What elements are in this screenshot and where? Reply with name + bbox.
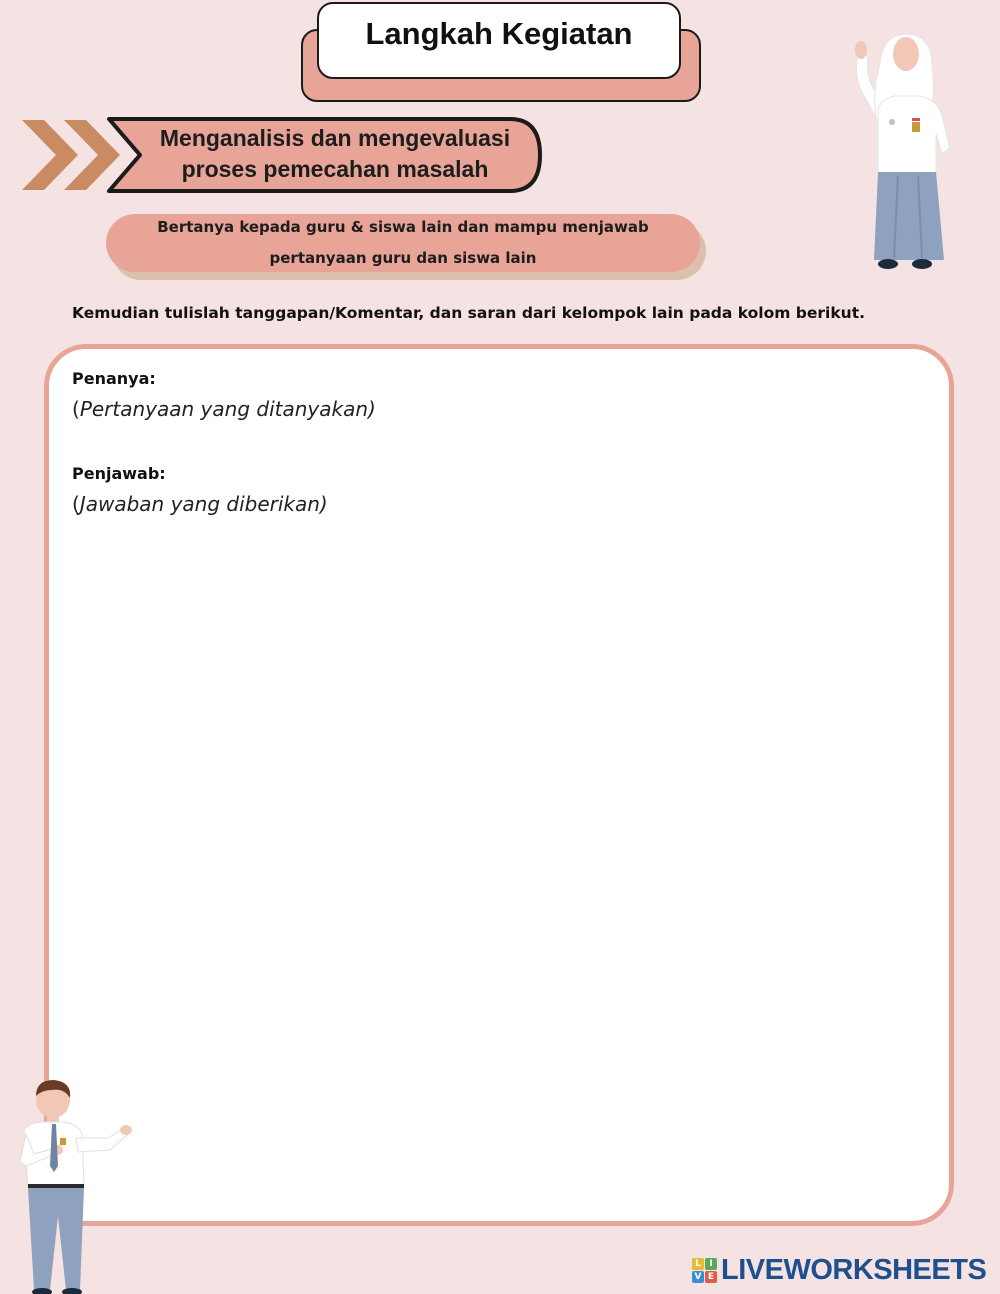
student-girl-illustration: [846, 30, 958, 272]
step-title: [130, 118, 540, 190]
step-title-line-2: proses pemecahan masalah: [181, 156, 489, 182]
task-line-2: pertanyaan guru dan siswa lain: [269, 249, 537, 267]
answer-box[interactable]: [44, 344, 954, 1226]
task-line-1: Bertanya kepada guru & siswa lain dan mampu menjawab: [157, 218, 649, 236]
penanya-hint: [72, 397, 376, 421]
logo-text: LIVEWORKSHEETS: [721, 1253, 987, 1286]
penanya-label: Penanya:: [72, 369, 156, 388]
instruction-text: Kemudian tulislah tanggapan/Komentar, dan saran dari kelompok lain pada kolom berikut.: [72, 304, 865, 322]
task-pill: [106, 214, 700, 272]
step-title-line-1: Menganalisis dan mengevaluasi: [159, 125, 511, 151]
penjawab-label: Penjawab:: [72, 464, 166, 483]
logo-block-i: I: [705, 1258, 717, 1270]
penanya-hint-text: Pertanyaan yang ditanyakan): [79, 397, 376, 421]
logo-block-v: V: [692, 1271, 704, 1283]
penanya-hint-paren: (: [72, 397, 80, 421]
penjawab-hint: [72, 492, 328, 516]
penjawab-hint-text: Jawaban yang diberikan): [79, 492, 328, 516]
liveworksheets-logo: [692, 1252, 992, 1288]
logo-block-l: L: [692, 1258, 704, 1270]
penjawab-hint-paren: (: [72, 492, 80, 516]
logo-block-e: E: [705, 1271, 717, 1283]
student-boy-illustration: [12, 1078, 132, 1294]
page-title: Langkah Kegiatan: [317, 2, 681, 79]
logo-blocks-icon: [692, 1258, 717, 1283]
